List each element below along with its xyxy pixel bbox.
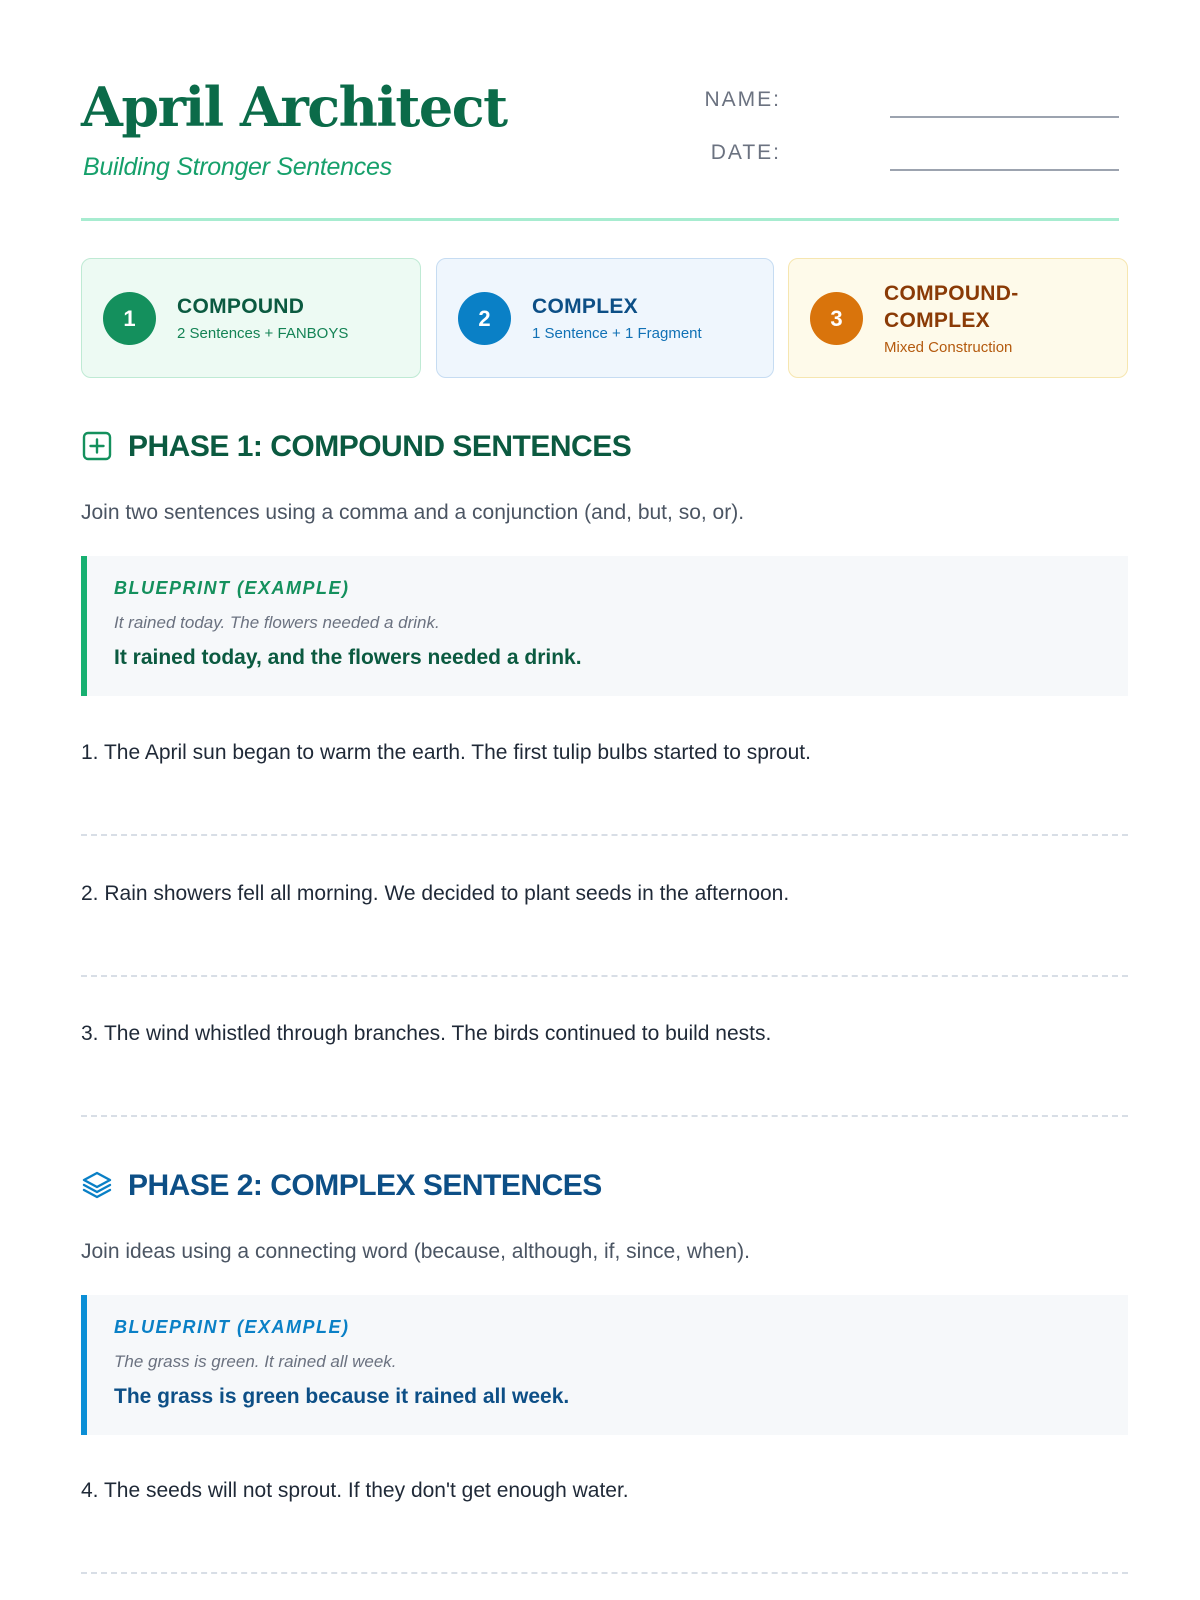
- question-4: 4. The seeds will not sprout. If they don't get enough water.: [81, 1479, 629, 1502]
- level-title: COMPLEX: [532, 295, 638, 318]
- layers-icon: [81, 1169, 113, 1201]
- question-2: 2. Rain showers fell all morning. We decided to plant seeds in the afternoon.: [81, 882, 790, 905]
- level-badge: 1: [103, 292, 156, 345]
- phase-instruction: Join two sentences using a comma and a conjunction (and, but, so, or).: [81, 501, 745, 524]
- name-field[interactable]: [704, 88, 1119, 118]
- worksheet-header: [81, 0, 1119, 221]
- answer-line-1[interactable]: [81, 834, 1128, 836]
- date-label: DATE:: [710, 141, 781, 164]
- level-title: COMPOUND: [177, 295, 305, 318]
- page-subtitle: Building Stronger Sentences: [83, 153, 392, 181]
- question-1: 1. The April sun began to warm the earth. The first tulip bulbs started to sprout.: [81, 741, 811, 764]
- level-title: COMPOUND- COMPLEX: [884, 282, 1019, 332]
- level-badge: 2: [458, 292, 511, 345]
- answer-line-3[interactable]: [81, 1115, 1128, 1117]
- level-card-complex: [436, 258, 774, 378]
- page-title: April Architect: [81, 75, 507, 139]
- blueprint-before: It rained today. The flowers needed a drink.: [114, 613, 440, 632]
- date-field[interactable]: [709, 141, 1119, 171]
- blueprint-example: [81, 556, 1128, 696]
- level-card-compound-complex: [788, 258, 1128, 378]
- name-label: NAME:: [704, 88, 781, 111]
- level-subtitle: 2 Sentences + FANBOYS: [177, 325, 349, 342]
- phase-title: PHASE 2: COMPLEX SENTENCES: [128, 1169, 602, 1202]
- blueprint-label: BLUEPRINT (EXAMPLE): [114, 578, 350, 598]
- level-card-compound: [81, 258, 421, 378]
- phase-title: PHASE 1: COMPOUND SENTENCES: [128, 430, 632, 463]
- phase-instruction: Join ideas using a connecting word (because, although, if, since, when).: [81, 1240, 750, 1263]
- level-subtitle: Mixed Construction: [884, 339, 1013, 356]
- date-line[interactable]: [890, 169, 1119, 171]
- blueprint-label: BLUEPRINT (EXAMPLE): [114, 1317, 350, 1337]
- plus-square-icon: [81, 430, 113, 462]
- name-line[interactable]: [890, 116, 1119, 118]
- level-badge: 3: [810, 292, 863, 345]
- answer-line-2[interactable]: [81, 975, 1128, 977]
- blueprint-before: The grass is green. It rained all week.: [114, 1352, 397, 1371]
- level-subtitle: 1 Sentence + 1 Fragment: [532, 325, 702, 342]
- blueprint-after: It rained today, and the flowers needed a drink.: [114, 646, 582, 669]
- phase-1-heading: [81, 427, 981, 467]
- question-3: 3. The wind whistled through branches. The birds continued to build nests.: [81, 1022, 772, 1045]
- level-cards: [81, 258, 1128, 380]
- blueprint-example: [81, 1295, 1128, 1435]
- blueprint-after: The grass is green because it rained all week.: [114, 1385, 570, 1408]
- answer-line-4[interactable]: [81, 1572, 1128, 1574]
- phase-2-heading: [81, 1166, 981, 1206]
